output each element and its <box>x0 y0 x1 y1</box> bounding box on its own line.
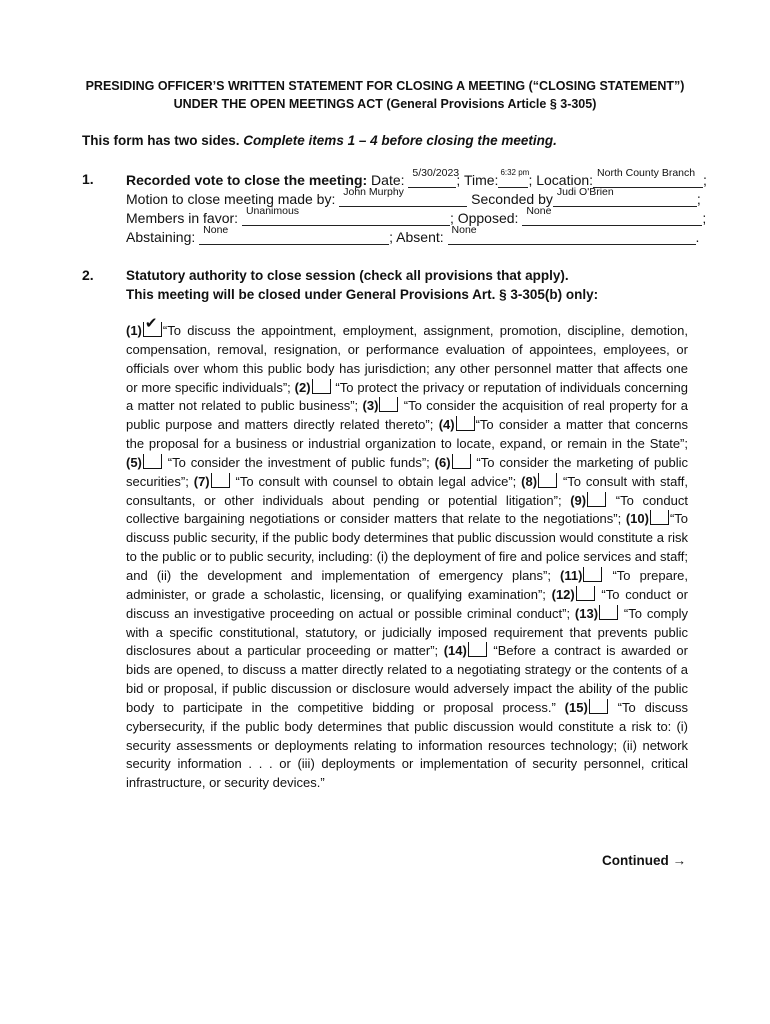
provision-text: “To discuss public security, if the public body determines that public discussion would constitute a risk to the public or to public security, including: (i) the deployment of fire and police services and staff; and (ii) the development and implementation of emergency plans”; <box>126 511 688 583</box>
provision-7 <box>194 474 521 489</box>
provision-text: “To consider the acquisition of real property for a public purpose and matters directly related thereto”; <box>126 398 689 433</box>
absent-period: . <box>695 229 700 245</box>
seconded-field[interactable] <box>553 186 697 207</box>
provision-number: (12) <box>551 586 575 602</box>
provision-number: (2) <box>294 379 311 395</box>
provision-number: (7) <box>193 473 210 489</box>
provision-number: (14) <box>443 643 467 659</box>
absent-value: None <box>451 224 477 236</box>
instructions-note <box>82 133 557 148</box>
provision-checkbox[interactable] <box>468 642 487 657</box>
favor-field[interactable] <box>242 205 450 226</box>
motion-semicolon: ; <box>696 191 701 207</box>
provision-number: (15) <box>564 699 588 715</box>
motion-value: John Murphy <box>343 186 404 198</box>
continued-label: Continued → <box>602 853 686 868</box>
time-label: ; Time: <box>456 172 499 188</box>
authority-heading: Statutory authority to close session (check all provisions that apply). <box>126 268 569 283</box>
provision-checkbox[interactable] <box>583 567 602 582</box>
provision-checkbox[interactable] <box>143 454 162 469</box>
provision-checkbox[interactable] <box>312 379 331 394</box>
provision-checkbox[interactable] <box>587 492 606 507</box>
abstaining-field[interactable] <box>199 224 389 245</box>
provision-checkbox[interactable] <box>143 315 162 337</box>
instructions-emphasis: Complete items 1 – 4 before closing the meeting. <box>243 133 557 148</box>
date-field[interactable] <box>408 167 460 188</box>
opposed-value: None <box>526 205 552 217</box>
form-title-line-1: PRESIDING OFFICER’S WRITTEN STATEMENT FOR CLOSING A MEETING (“CLOSING STATEMENT”) <box>85 79 685 93</box>
favor-value: Unanimous <box>245 205 300 217</box>
provision-text: “To comply with a specific constitutional, statutory, or judicially imposed requirement that prevents public disclosures about a particular proceeding or matter”; <box>126 605 688 659</box>
provision-number: (5) <box>126 454 142 470</box>
opposed-field[interactable] <box>522 205 702 226</box>
provision-text: “To conduct or discuss an investigative proceeding on actual or possible criminal conduct”; <box>126 586 688 621</box>
provision-text: “To consult with counsel to obtain legal advice”; <box>230 473 522 489</box>
abstaining-value: None <box>203 224 229 236</box>
provision-text: “To conduct collective bargaining negotiations or consider matters that relate to the negotiations”; <box>126 492 688 527</box>
provision-checkbox[interactable] <box>379 397 398 412</box>
provision-number: (3) <box>362 398 379 414</box>
provision-text: “To consider the investment of public funds”; <box>162 454 435 470</box>
provision-number: (11) <box>560 567 583 583</box>
provision-number: (4) <box>438 417 455 433</box>
time-value: 6:32 pm <box>500 168 530 177</box>
item-2-number: 2. <box>82 267 94 283</box>
seconded-value: Judi O'Brien <box>556 186 614 198</box>
favor-label: Members in favor: <box>126 210 242 226</box>
abstaining-row <box>126 224 700 246</box>
provision-text: “To consider a matter that concerns the proposal for a business or industrial organization to locate, expand, or remain in the State”; <box>126 417 688 452</box>
opposed-label: ; Opposed: <box>449 210 523 226</box>
location-value: North County Branch <box>597 167 696 179</box>
provision-number: (9) <box>570 492 587 508</box>
provision-checkbox[interactable] <box>211 473 230 488</box>
absent-label: ; Absent: <box>389 229 448 245</box>
time-field[interactable] <box>498 168 530 188</box>
motion-label: Motion to close meeting made by: <box>126 191 340 207</box>
provision-number: (13) <box>574 605 599 621</box>
checkmark-icon: ✔ <box>144 315 158 332</box>
item-1-number: 1. <box>82 171 94 187</box>
provision-checkbox[interactable] <box>576 586 595 601</box>
vote-label: Recorded vote to close the meeting: <box>126 172 368 188</box>
provision-text: “To discuss cybersecurity, if the public body determines that public discussion would constitute a risk to: (i) security assessments or deployments relating to information resources technology; (ii) network security information . . . or (iii) deployments or implementation of security personnel, critical infrastructure, or security devices.” <box>126 699 688 791</box>
location-semicolon: ; <box>703 172 707 188</box>
vote-row <box>126 167 707 189</box>
provision-text: “To prepare, administer, or grade a scholastic, licensing, or qualifying examination”; <box>126 567 688 602</box>
provision-number: (6) <box>434 454 451 470</box>
authority-subheading: This meeting will be closed under General Provisions Art. § 3-305(b) only: <box>126 287 599 302</box>
location-label: ; Location: <box>528 172 594 188</box>
provision-checkbox[interactable] <box>452 454 471 469</box>
abstaining-label: Abstaining: <box>126 229 200 245</box>
date-label: Date: <box>367 172 409 188</box>
provisions-paragraph <box>126 315 689 793</box>
instructions-lead: This form has two sides. <box>82 133 244 148</box>
provision-checkbox[interactable] <box>456 416 475 431</box>
provision-number: (1) <box>126 323 142 338</box>
motion-row <box>126 186 701 208</box>
provision-checkbox[interactable] <box>538 473 557 488</box>
provision-number: (8) <box>521 473 538 489</box>
provision-text: “To consider the marketing of public securities”; <box>126 454 689 489</box>
provision-checkbox[interactable] <box>589 699 608 714</box>
provision-text: “To discuss the appointment, employment, assignment, promotion, discipline, demotion, compensation, removal, resignation, or performance evaluation of appointees, employees, or officials over whom this public body has jurisdiction; any other personnel matter that affects one or more specific individuals”; <box>126 323 688 395</box>
provision-5 <box>126 455 435 470</box>
date-value: 5/30/2023 <box>412 167 460 179</box>
absent-field[interactable] <box>448 224 696 245</box>
provision-number: (10) <box>625 511 649 527</box>
provision-checkbox[interactable] <box>599 605 618 620</box>
seconded-label: Seconded by <box>467 191 553 207</box>
provision-text: “To consult with staff, consultants, or other individuals about pending or potential litigation”; <box>126 473 688 508</box>
provision-text: “To protect the privacy or reputation of individuals concerning a matter not related to public business”; <box>126 379 688 414</box>
motion-field[interactable] <box>339 186 467 207</box>
provision-text: “Before a contract is awarded or bids are opened, to discuss a matter directly related to a negotiating strategy or the contents of a bid or proposal, if public discussion or disclosure would adversely impact the ability of the public body to participate in the competitive bidding or proposal process.” <box>126 643 688 715</box>
favor-semicolon: ; <box>702 210 707 226</box>
form-title-line-2: UNDER THE OPEN MEETINGS ACT (General Provisions Article § 3-305) <box>173 97 597 111</box>
provision-checkbox[interactable] <box>650 510 669 525</box>
